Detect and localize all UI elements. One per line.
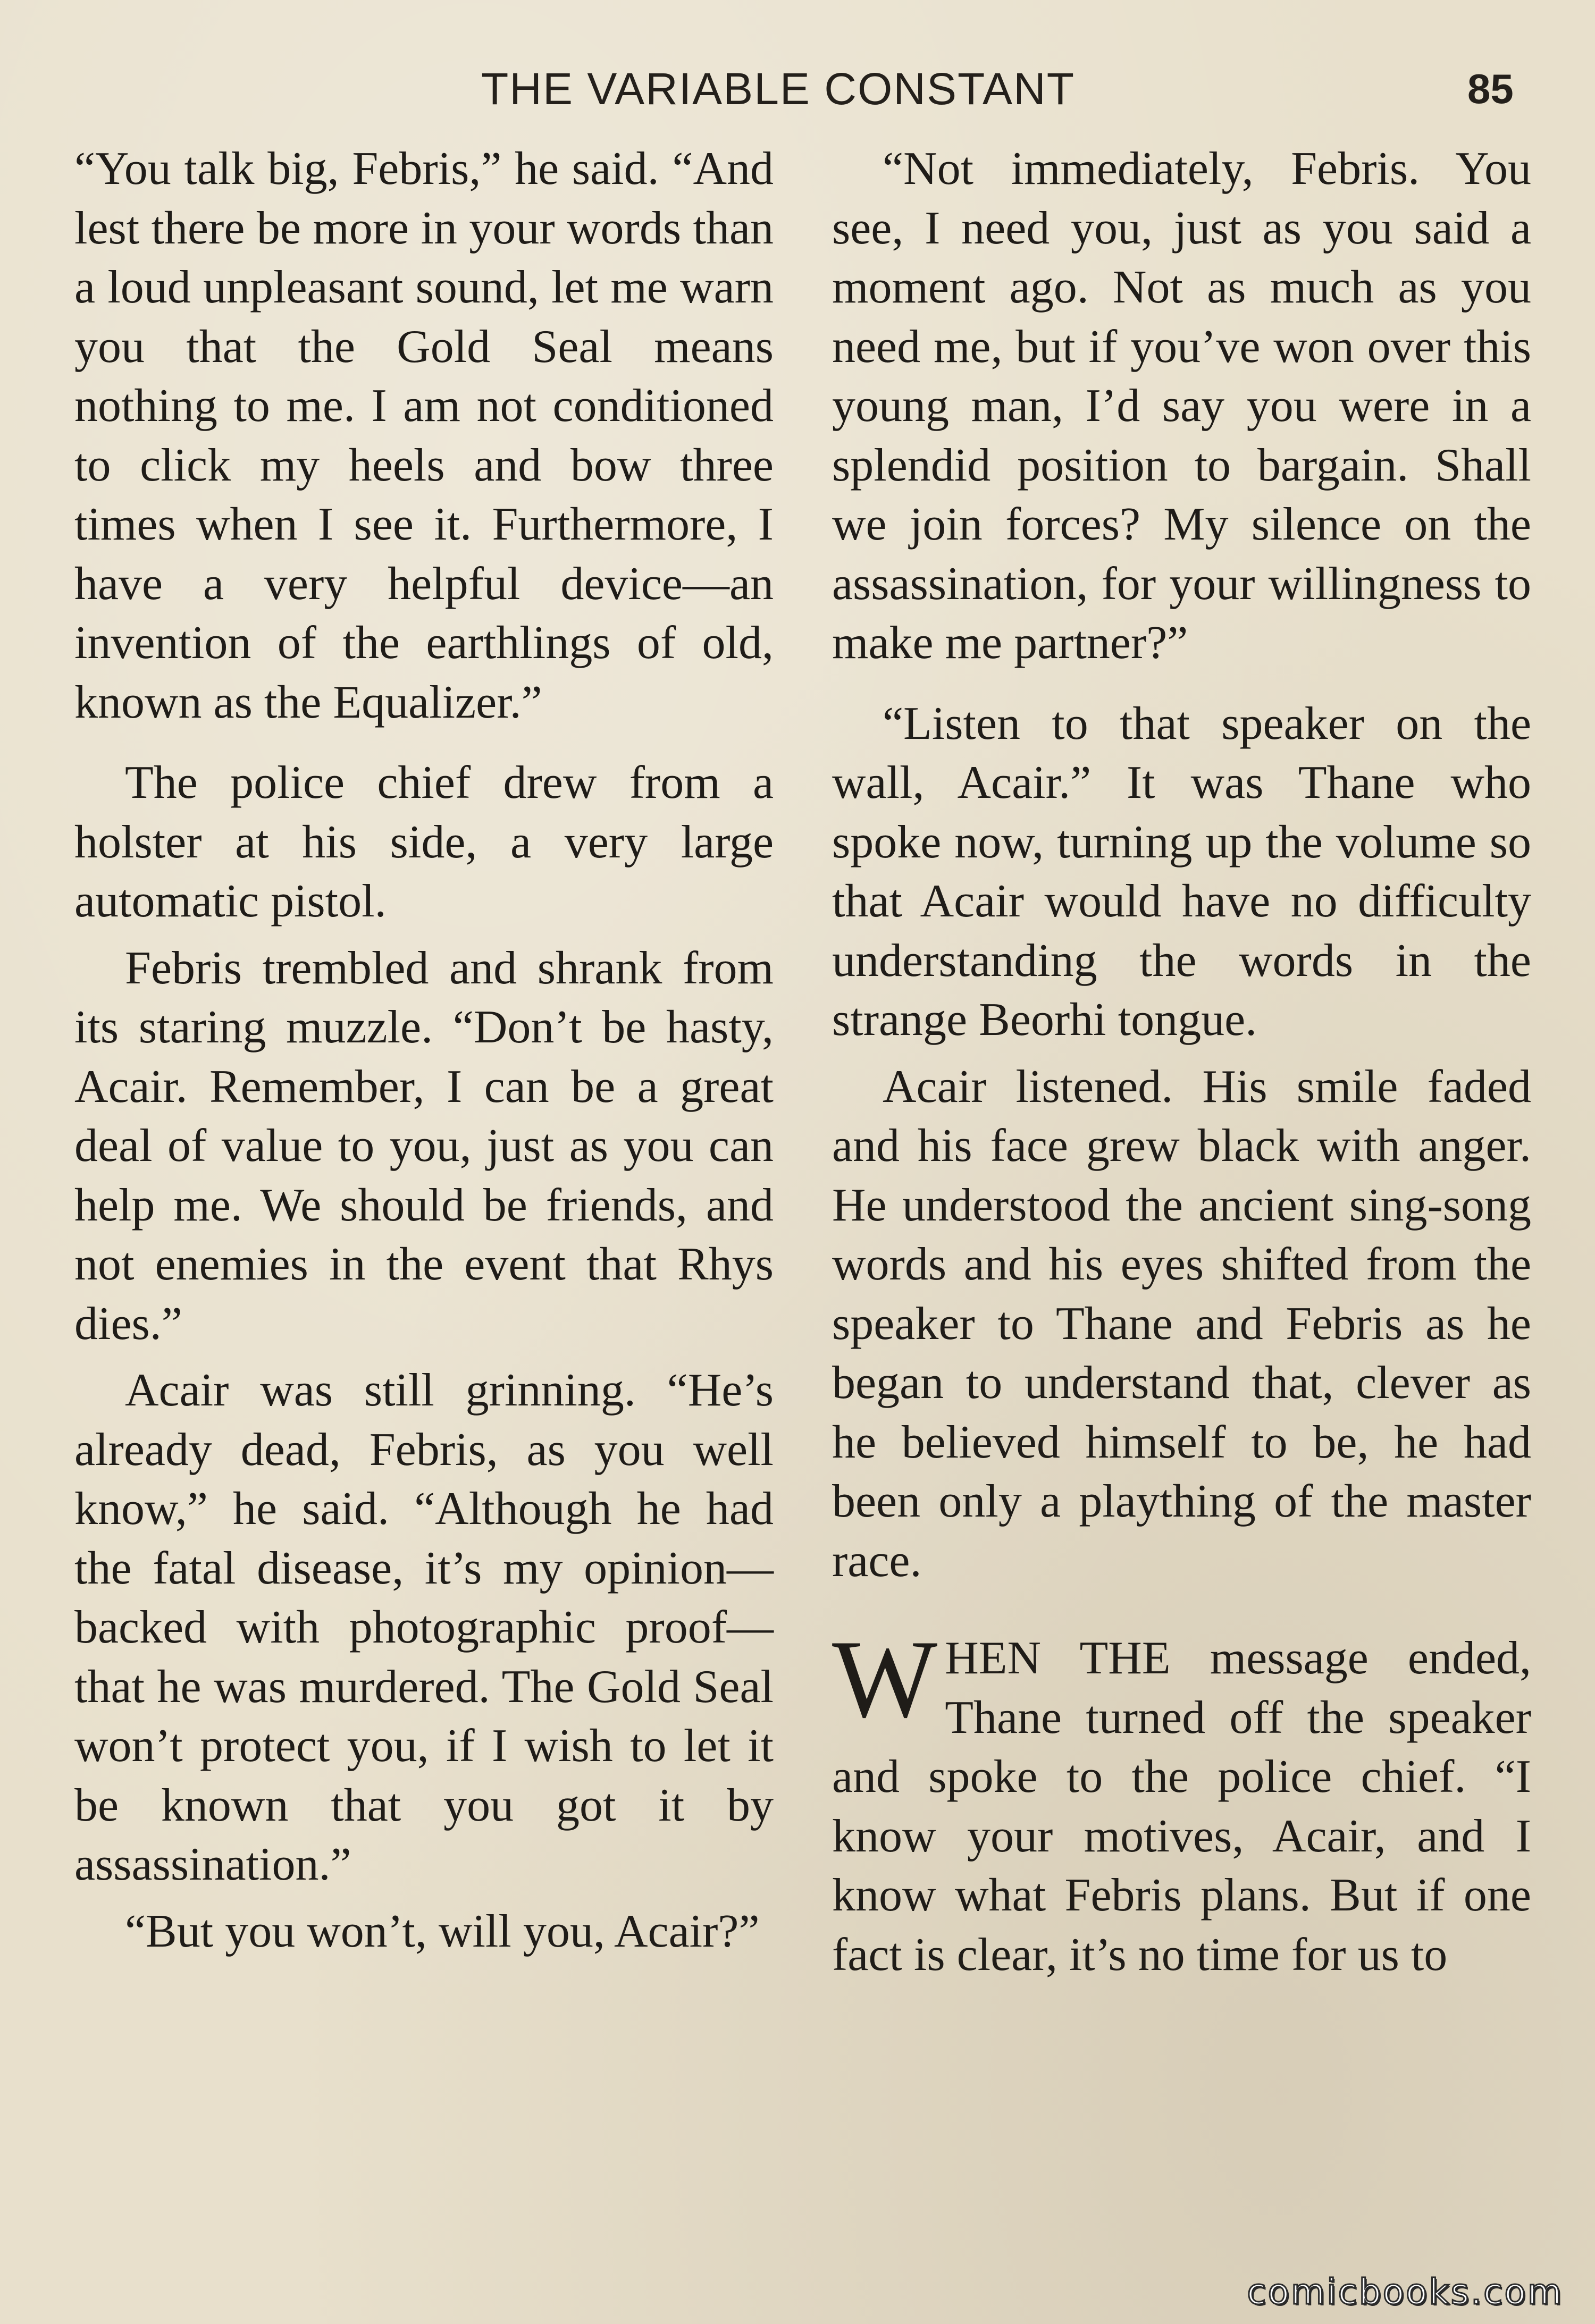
paragraph: Febris trembled and shrank from its staring muzzle. “Don’t be hasty, Acair. Remember, I can be a great deal of value to you, just as you can help me. We should be friends, and not enemies in the event that Rhys dies.” — [74, 942, 774, 1350]
paragraph: “You talk big, Febris,” he said. “And lest there be more in your words than a loud unpleasant sound, let me warn you that the Gold Seal means nothing to me. I am not conditioned to click my heels and bow three times when I see it. Furthermore, I have a very helpful device—an invention of the earthlings of old, known as the Equalizer.” — [74, 143, 774, 728]
running-head — [0, 60, 1595, 118]
running-title: THE VARIABLE CONSTANT — [481, 64, 1076, 114]
paragraph: “Listen to that speaker on the wall, Acair.” It was Thane who spoke now, turning up the volume so that Acair would have no difficulty understanding the words in the strange Beorhi tongue. — [832, 697, 1531, 1046]
drop-cap-letter: W — [832, 1618, 938, 1741]
page-number: 85 — [1467, 65, 1514, 112]
left-column — [74, 139, 774, 1968]
paragraph: Acair listened. His smile faded and his face grew black with anger. He understood the ancient sing-song words and his eyes shifted from the speaker to Thane and Febris as he began to understand that, clever as he believed himself to be, he had been only a plaything of the master race. — [832, 1060, 1531, 1587]
paragraph: Acair was still grinning. “He’s already dead, Febris, as you well know,” he said. “Although he had the fatal disease, it’s my opinion—backed with photographic proof—that he was murdered. The Gold Seal won’t protect you, if I wish to let it be known that you got it by assassination.” — [74, 1365, 774, 1890]
paragraph: “Not immediately, Febris. You see, I need you, just as you said a moment ago. Not as much as you need me, but if you’ve won over this young man, I’d say you were in a splendid position to bargain. Shall we join forces? My silence on the assassination, for your willingness to make me partner?” — [832, 143, 1531, 669]
dropcap-paragraph-text: HEN THE message ended, Thane turned off the speaker and spoke to the police chief. “I know your motives, Acair, and I know what Febris plans. But if one fact is clear, it’s no time for us to — [832, 1632, 1531, 1981]
paragraph: “But you won’t, will you, Acair?” — [125, 1905, 760, 1957]
dropcap-paragraph — [832, 1618, 1531, 1984]
watermark-logo: comicbooks.com — [1247, 2271, 1563, 2312]
right-column — [832, 139, 1531, 1992]
paragraph: The police chief drew from a holster at his side, a very large automatic pistol. — [74, 757, 774, 927]
